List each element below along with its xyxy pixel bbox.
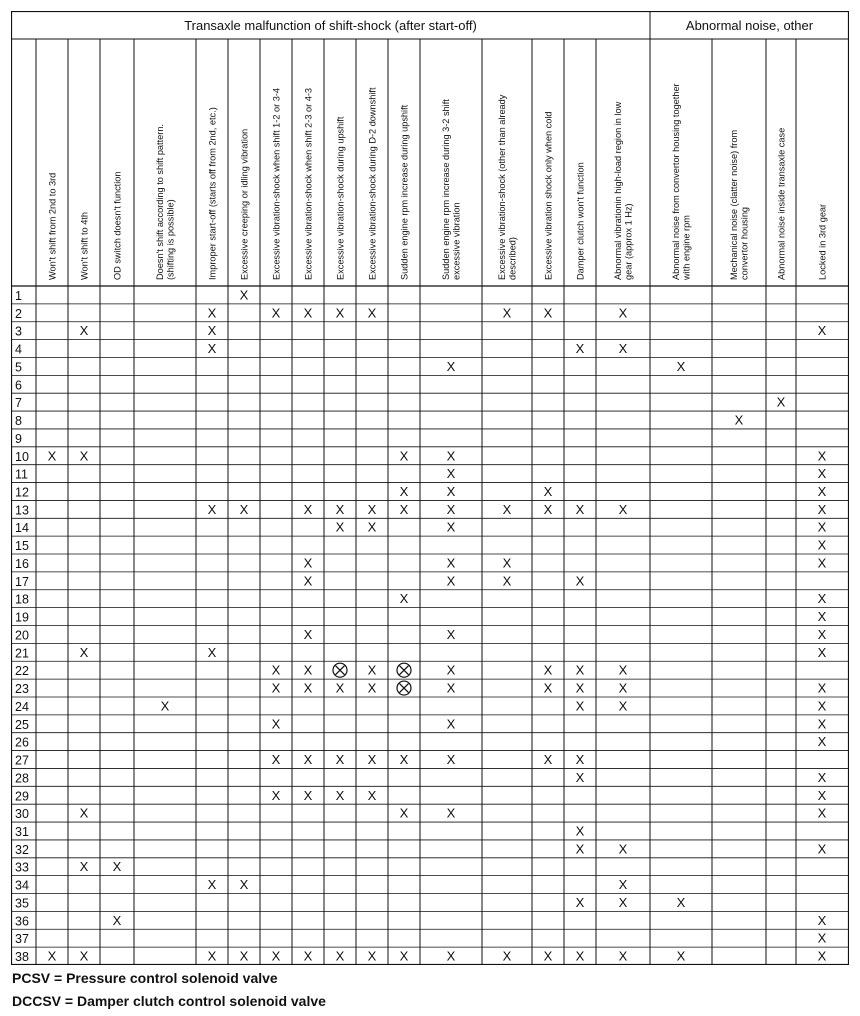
x-mark: X	[817, 537, 827, 553]
x-mark: X	[47, 948, 57, 964]
row-number: 31	[15, 824, 29, 839]
x-mark: X	[817, 323, 827, 339]
x-mark: X	[543, 305, 553, 321]
group-header-shift-shock: Transaxle malfunction of shift-shock (after start-off)	[184, 18, 477, 33]
x-mark: X	[207, 501, 217, 517]
x-mark: X	[817, 769, 827, 785]
x-mark: X	[817, 716, 827, 732]
column-header-15: Damper clutch won't function	[575, 162, 586, 280]
x-mark: X	[817, 912, 827, 928]
x-mark: X	[446, 752, 456, 768]
row-number: 33	[15, 860, 29, 875]
row-number: 30	[15, 807, 29, 822]
x-mark: X	[271, 752, 281, 768]
x-mark: X	[335, 680, 345, 696]
row-number: 10	[15, 449, 29, 464]
circled-x-mark	[397, 663, 411, 677]
x-mark: X	[335, 948, 345, 964]
row-number: 4	[15, 342, 22, 357]
row-number: 14	[15, 521, 29, 536]
x-mark: X	[399, 501, 409, 517]
column-header-13-line-2: described)	[507, 237, 518, 280]
x-mark: X	[618, 501, 628, 517]
x-mark: X	[367, 305, 377, 321]
row-number: 26	[15, 735, 29, 750]
x-mark: X	[575, 341, 585, 357]
x-mark: X	[817, 466, 827, 482]
x-mark: X	[271, 305, 281, 321]
x-mark: X	[271, 948, 281, 964]
x-mark: X	[502, 305, 512, 321]
column-header-17-line-1: Abnormal noise from convertor housing together	[671, 83, 681, 280]
row-number: 28	[15, 771, 29, 786]
row-number: 5	[15, 360, 22, 375]
x-mark: X	[575, 698, 585, 714]
x-mark: X	[399, 805, 409, 821]
x-mark: X	[817, 501, 827, 517]
x-mark: X	[446, 680, 456, 696]
column-header-20: Locked in 3rd gear	[817, 203, 828, 280]
x-mark: X	[79, 948, 89, 964]
row-number: 21	[15, 646, 29, 661]
x-mark: X	[367, 948, 377, 964]
footnote-pcsv: PCSV = Pressure control solenoid valve	[12, 970, 278, 986]
row-number: 38	[15, 950, 29, 965]
x-mark: X	[575, 573, 585, 589]
x-mark: X	[303, 948, 313, 964]
x-mark: X	[817, 448, 827, 464]
x-mark: X	[543, 483, 553, 499]
x-mark: X	[367, 501, 377, 517]
x-mark: X	[79, 805, 89, 821]
x-mark: X	[367, 787, 377, 803]
x-mark: X	[271, 680, 281, 696]
x-mark: X	[817, 591, 827, 607]
x-mark: X	[817, 626, 827, 642]
circled-x-mark	[333, 663, 347, 677]
x-mark: X	[575, 752, 585, 768]
x-mark: X	[734, 412, 744, 428]
x-mark: X	[817, 519, 827, 535]
x-mark: X	[502, 555, 512, 571]
x-mark: X	[303, 573, 313, 589]
column-header-14: Excessive vibration shock only when cold	[543, 111, 554, 280]
column-header-16-line-1: Abnormal vibrationin high-load region in low	[613, 101, 623, 280]
row-number: 8	[15, 414, 22, 429]
x-mark: X	[543, 752, 553, 768]
x-mark: X	[446, 805, 456, 821]
x-mark: X	[817, 555, 827, 571]
x-mark: X	[676, 948, 686, 964]
group-header-abnormal-noise: Abnormal noise, other	[685, 18, 814, 33]
x-mark: X	[817, 698, 827, 714]
x-mark: X	[817, 644, 827, 660]
x-mark: X	[817, 930, 827, 946]
x-mark: X	[160, 698, 170, 714]
x-mark: X	[618, 948, 628, 964]
x-mark: X	[817, 734, 827, 750]
row-number: 36	[15, 914, 29, 929]
column-header-1: Won't shift from 2nd to 3rd	[47, 172, 58, 280]
x-mark: X	[239, 287, 249, 303]
column-header-18-line-1: Mechanical noise (clatter noise) from	[729, 129, 739, 280]
x-mark: X	[817, 609, 827, 625]
x-mark: X	[239, 877, 249, 893]
circled-x-mark	[397, 681, 411, 695]
x-mark: X	[335, 752, 345, 768]
x-mark: X	[303, 680, 313, 696]
row-number: 23	[15, 682, 29, 697]
column-header-18-line-2: convertor housing	[739, 206, 750, 280]
x-mark: X	[207, 323, 217, 339]
column-header-11: Sudden engine rpm increase during upshift	[399, 104, 410, 280]
x-mark: X	[207, 341, 217, 357]
x-mark: X	[367, 519, 377, 535]
x-mark: X	[239, 948, 249, 964]
x-mark: X	[446, 573, 456, 589]
column-header-10: Excessive vibration-shock during D-2 downshift	[367, 87, 378, 280]
x-mark: X	[335, 519, 345, 535]
x-mark: X	[399, 448, 409, 464]
x-mark: X	[543, 680, 553, 696]
column-header-12-line-1: Sudden engine rpm increase during 3-2 shift	[441, 99, 451, 280]
x-mark: X	[618, 341, 628, 357]
x-mark: X	[112, 859, 122, 875]
column-header-12-line-2: excessive vibration	[451, 202, 462, 280]
x-mark: X	[47, 448, 57, 464]
diagnosis-grid	[11, 11, 849, 965]
x-mark: X	[79, 448, 89, 464]
x-mark: X	[79, 859, 89, 875]
x-mark: X	[446, 448, 456, 464]
x-mark: X	[618, 662, 628, 678]
row-number: 7	[15, 396, 22, 411]
x-mark: X	[776, 394, 786, 410]
row-number: 24	[15, 699, 29, 714]
row-number: 15	[15, 539, 29, 554]
column-header-4-line-1: Doesn't shift according to shift pattern.	[155, 124, 165, 280]
x-mark: X	[271, 662, 281, 678]
x-mark: X	[618, 305, 628, 321]
x-mark: X	[367, 680, 377, 696]
x-mark: X	[502, 573, 512, 589]
row-number: 12	[15, 485, 29, 500]
row-number: 35	[15, 896, 29, 911]
x-mark: X	[446, 626, 456, 642]
column-header-19: Abnormal noise inside transaxle case	[776, 127, 787, 280]
x-mark: X	[446, 501, 456, 517]
x-mark: X	[543, 662, 553, 678]
x-mark: X	[335, 501, 345, 517]
column-header-17-line-2: with engine rpm	[681, 215, 692, 280]
x-mark: X	[618, 894, 628, 910]
x-mark: X	[817, 680, 827, 696]
x-mark: X	[575, 841, 585, 857]
row-number: 17	[15, 574, 29, 589]
x-mark: X	[303, 555, 313, 571]
footnote-dccsv: DCCSV = Damper clutch control solenoid valve	[12, 993, 326, 1009]
row-number: 19	[15, 610, 29, 625]
row-number: 16	[15, 556, 29, 571]
row-number: 32	[15, 842, 29, 857]
diagnosis-table	[11, 11, 849, 965]
x-mark: X	[335, 305, 345, 321]
column-header-13-line-1: Excessive vibration-shock (other than already	[497, 94, 507, 280]
x-mark: X	[79, 323, 89, 339]
x-mark: X	[446, 519, 456, 535]
x-mark: X	[575, 680, 585, 696]
x-mark: X	[618, 877, 628, 893]
x-mark: X	[575, 823, 585, 839]
x-mark: X	[446, 483, 456, 499]
x-mark: X	[271, 787, 281, 803]
x-mark: X	[303, 787, 313, 803]
x-mark: X	[543, 501, 553, 517]
x-mark: X	[575, 769, 585, 785]
column-header-3: OD switch doesn't function	[112, 171, 123, 280]
x-mark: X	[618, 698, 628, 714]
row-number: 9	[15, 431, 22, 446]
row-number: 34	[15, 878, 29, 893]
column-header-7: Excessive vibration-shock when shift 1-2 or 3-4	[271, 88, 282, 280]
x-mark: X	[575, 894, 585, 910]
x-mark: X	[543, 948, 553, 964]
row-number: 20	[15, 628, 29, 643]
column-header-2: Won't shift to 4th	[79, 212, 90, 280]
x-mark: X	[817, 841, 827, 857]
x-mark: X	[502, 948, 512, 964]
x-mark: X	[367, 662, 377, 678]
row-number: 2	[15, 306, 22, 321]
x-mark: X	[817, 948, 827, 964]
column-header-9: Excessive vibration-shock during upshift	[335, 116, 346, 280]
x-mark: X	[271, 716, 281, 732]
x-mark: X	[676, 894, 686, 910]
x-mark: X	[575, 948, 585, 964]
column-header-5: Improper start-off (starts off from 2nd, etc.)	[207, 107, 218, 280]
column-header-6: Excessive creeping or idling vibration	[239, 128, 250, 280]
x-mark: X	[207, 644, 217, 660]
x-mark: X	[79, 644, 89, 660]
row-number: 22	[15, 664, 29, 679]
x-mark: X	[446, 358, 456, 374]
x-mark: X	[446, 662, 456, 678]
x-mark: X	[446, 948, 456, 964]
x-mark: X	[446, 555, 456, 571]
column-header-4-line-2: (shifting is possible)	[165, 199, 176, 280]
row-number: 6	[15, 378, 22, 393]
x-mark: X	[575, 662, 585, 678]
x-mark: X	[817, 483, 827, 499]
x-mark: X	[399, 483, 409, 499]
x-mark: X	[303, 752, 313, 768]
row-number: 13	[15, 503, 29, 518]
row-number: 3	[15, 324, 22, 339]
x-mark: X	[399, 591, 409, 607]
x-mark: X	[112, 912, 122, 928]
x-mark: X	[303, 305, 313, 321]
x-mark: X	[817, 787, 827, 803]
table-border	[12, 12, 849, 965]
row-number: 27	[15, 753, 29, 768]
row-number: 29	[15, 789, 29, 804]
x-mark: X	[676, 358, 686, 374]
row-number: 11	[15, 467, 28, 482]
column-header-16-line-2: gear (approx 1 Hz)	[623, 203, 634, 280]
x-mark: X	[817, 805, 827, 821]
row-number: 18	[15, 592, 29, 607]
x-mark: X	[502, 501, 512, 517]
x-mark: X	[239, 501, 249, 517]
row-number: 37	[15, 932, 29, 947]
x-mark: X	[207, 948, 217, 964]
x-mark: X	[207, 877, 217, 893]
column-header-8: Excessive vibration-shock when shift 2-3 or 4-3	[303, 88, 314, 280]
x-mark: X	[207, 305, 217, 321]
x-mark: X	[367, 752, 377, 768]
x-mark: X	[303, 626, 313, 642]
x-mark: X	[575, 501, 585, 517]
x-mark: X	[618, 841, 628, 857]
x-mark: X	[303, 662, 313, 678]
x-mark: X	[335, 787, 345, 803]
x-mark: X	[618, 680, 628, 696]
row-number: 25	[15, 717, 29, 732]
row-number: 1	[15, 288, 22, 303]
x-mark: X	[399, 948, 409, 964]
x-mark: X	[399, 752, 409, 768]
x-mark: X	[303, 501, 313, 517]
x-mark: X	[446, 716, 456, 732]
x-mark: X	[446, 466, 456, 482]
